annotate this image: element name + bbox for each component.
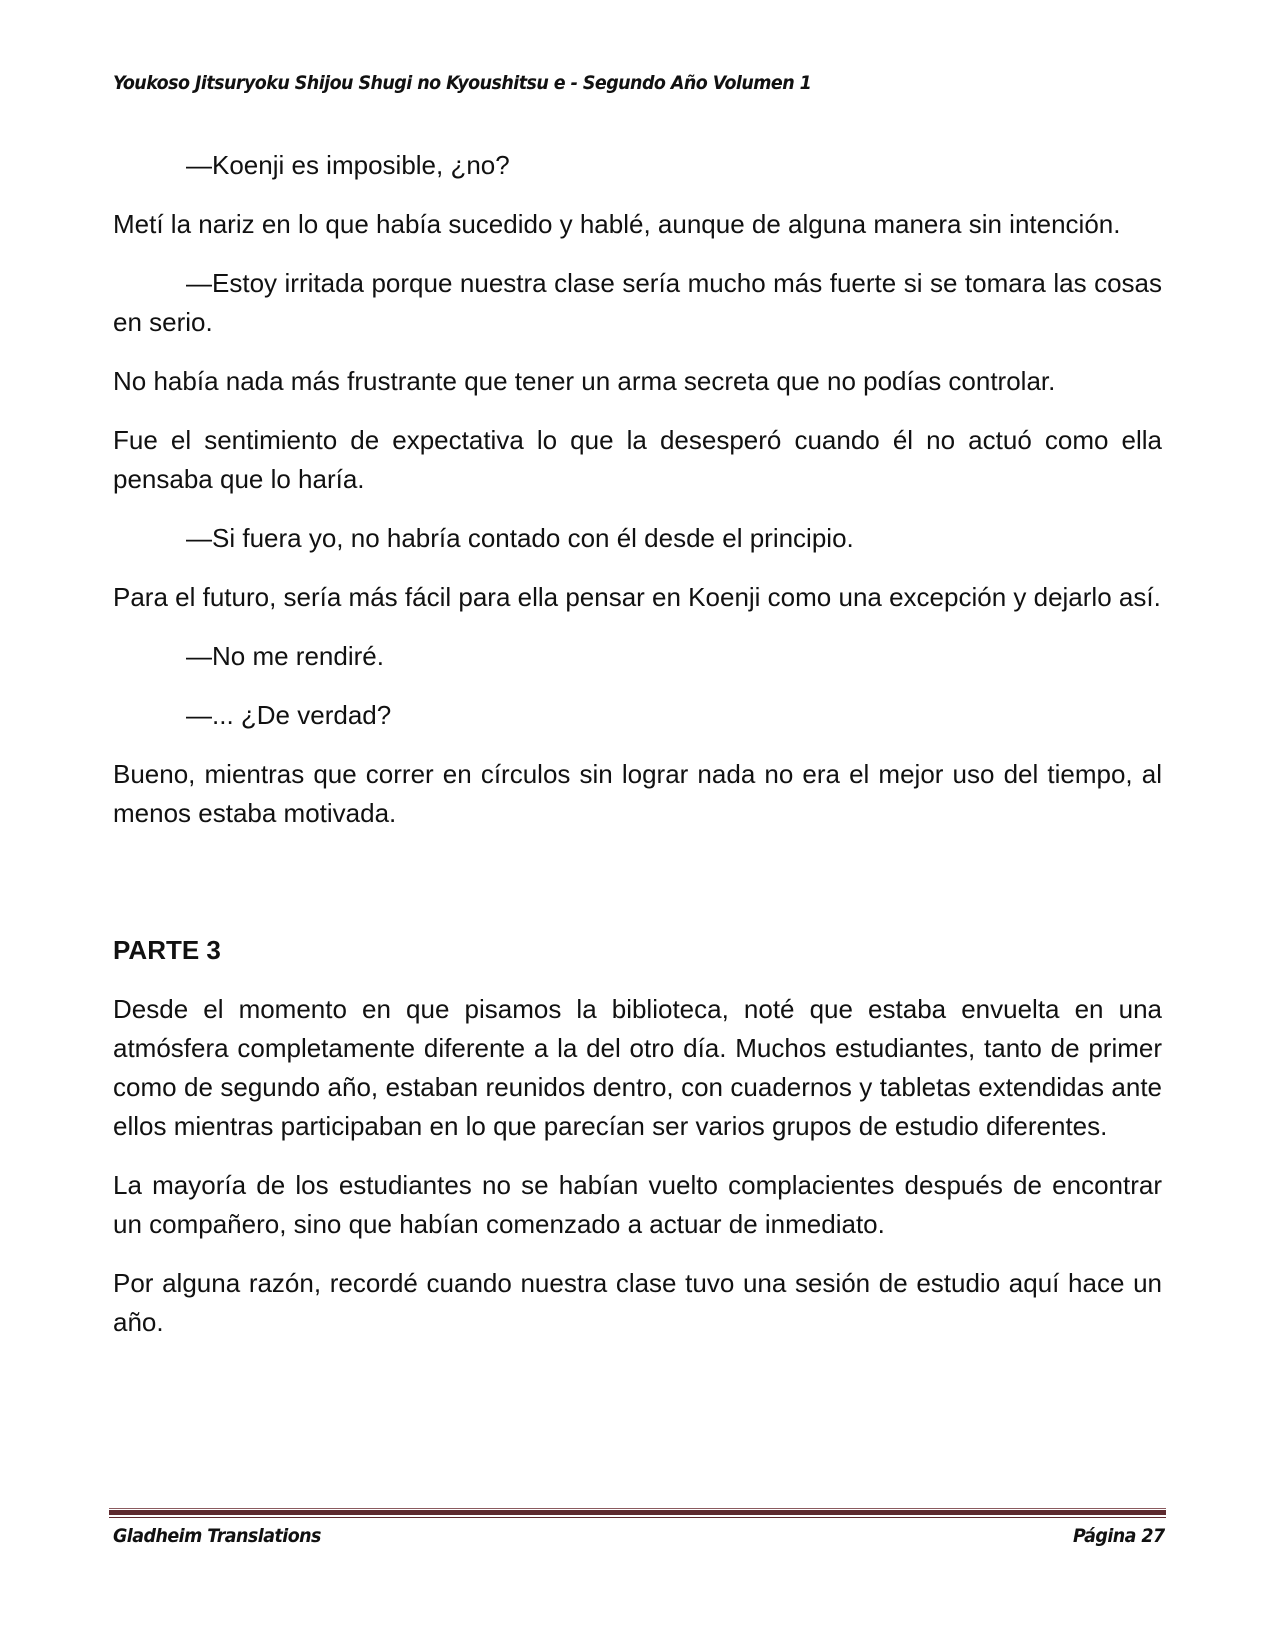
footer-divider-thin-top xyxy=(109,1508,1166,1509)
footer-divider-thick xyxy=(109,1510,1166,1515)
dialogue-paragraph: —Si fuera yo, no habría contado con él desde el principio. xyxy=(186,523,854,553)
section-heading: PARTE 3 xyxy=(113,935,221,965)
narration-paragraph: Fue el sentimiento de expectativa lo que la desesperó cuando él no actuó como ella pensaba que lo haría. xyxy=(113,425,1162,494)
dialogue-paragraph: —No me rendiré. xyxy=(186,641,384,671)
dialogue-paragraph: —... ¿De verdad? xyxy=(186,700,392,730)
narration-paragraph: Bueno, mientras que correr en círculos sin lograr nada no era el mejor uso del tiempo, al menos estaba motivada. xyxy=(113,759,1162,828)
footer-page-number: Página 27 xyxy=(1073,1525,1165,1547)
narration-paragraph: Por alguna razón, recordé cuando nuestra clase tuvo una sesión de estudio aquí hace un año. xyxy=(113,1268,1162,1337)
footer-divider xyxy=(109,1508,1166,1518)
footer-divider-thin-bottom xyxy=(109,1517,1166,1518)
narration-paragraph: Metí la nariz en lo que había sucedido y hablé, aunque de alguna manera sin intención. xyxy=(113,209,1121,239)
narration-paragraph: No había nada más frustrante que tener un arma secreta que no podías controlar. xyxy=(113,366,1056,396)
narration-paragraph: Desde el momento en que pisamos la biblioteca, noté que estaba envuelta en una atmósfera completamente diferente a la del otro día. Muchos estudiantes, tanto de primer como de segundo año, estaban reunidos dentro, con cuadernos y tabletas extendidas ante ellos mientras participaban en lo que parecían ser varios grupos de estudio diferentes. xyxy=(113,994,1162,1141)
running-header: Youkoso Jitsuryoku Shijou Shugi no Kyoushitsu e - Segundo Año Volumen 1 xyxy=(113,72,812,94)
dialogue-paragraph: —Koenji es imposible, ¿no? xyxy=(186,150,510,180)
footer-translator-credit: Gladheim Translations xyxy=(113,1525,321,1547)
narration-paragraph: La mayoría de los estudiantes no se habían vuelto complacientes después de encontrar un compañero, sino que habían comenzado a actuar de inmediato. xyxy=(113,1170,1162,1239)
narration-paragraph: Para el futuro, sería más fácil para ella pensar en Koenji como una excepción y dejarlo así. xyxy=(113,582,1161,612)
dialogue-paragraph: —Estoy irritada porque nuestra clase sería mucho más fuerte si se tomara las cosas en serio. xyxy=(113,268,1162,337)
body-text xyxy=(113,146,1162,1362)
